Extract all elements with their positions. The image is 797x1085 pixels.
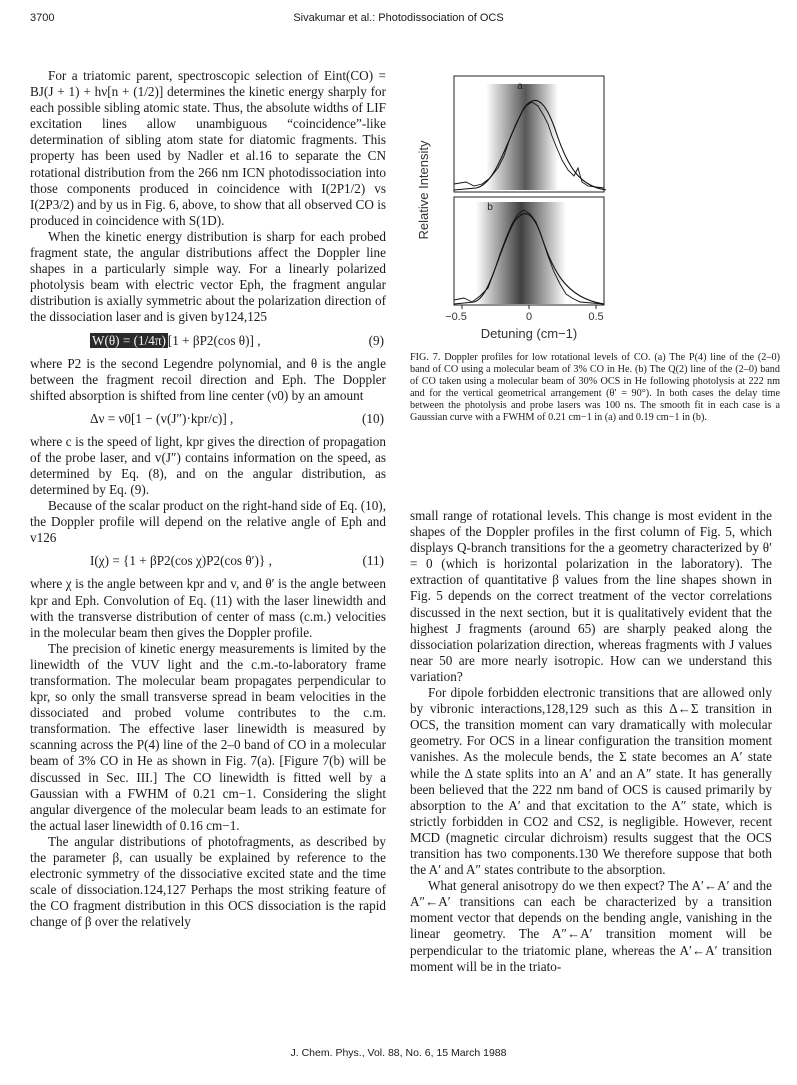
paragraph: For dipole forbidden electronic transitions that are allowed only by vibronic interactions,128,129 such as this Δ←Σ transition in OCS, the transition moment can vary dramatically with molecular geometry. For OCS in a linear configuration the transition moment vanishes. As the molecule bends, the Σ state becomes an A′ state while the Δ state splits into an A′ and an A″ state. It has generally been believed that the 222 nm band of OCS is caused primarily by absorption to the A′ and that excitation to the A″ state, which is strictly forbidden in CO2 and CS2, is negligible. However, recent MCD (magnetic circular dichroism) results suggest that the OCS transition has two components.130 We therefore suppose that both the A′ and A″ states contribute to the absorption. [410,685,772,878]
equation-number: (10) [362,410,384,426]
paragraph: The precision of kinetic energy measurements is limited by the linewidth of the VUV light and the c.m.-to-laboratory frame transformation. The molecular beam propagates perpendicular to kpr, so only the small transverse spread in beam velocities in the dissociated and probed volume contributes to the c.m. transformation. The effective laser linewidth is measured by scanning across the P(4) line of the 2–0 band of CO in a molecular beam of 3% CO in He as shown in Fig. 7(a). [Figure 7(b) will be discussed in Sec. III.] The CO linewidth is fitted well by a Gaussian with a FWHM of 0.21 cm−1. Considering the slight angular divergence of the molecular beam leads to an estimate for the actual laser linewidth of 0.16 cm−1. [30,640,386,833]
x-tick-label: 0 [525,311,533,323]
paragraph: What general anisotropy do we then expect? The A′←A′ and the A″←A′ transitions can each be characterized by a transition moment vector that depends on the bending angle, vanishing in the linear geometry. The A″←A′ transition moment will be perpendicular to the triatomic plane, whereas the A′←A′ transition moment will be in the triato- [410,878,772,974]
paragraph: where c is the speed of light, kpr gives the direction of propagation of the probe laser, and v(J″) contains information on the speed, as determined by Eq. (8), and on the angular distribution, as determined by Eq. (9). [30,433,386,498]
right-column [410,508,772,975]
x-axis-label: Detuning (cm−1) [480,326,578,341]
equation-10 [30,408,386,430]
equation-text: I(χ) = {1 + βP2(cos χ)P2(cos θ′)} , [90,553,272,569]
panel-b-label: b [487,202,493,213]
paragraph: When the kinetic energy distribution is sharp for each probed fragment state, the angular distributions affect the Doppler line shapes in a particularly simple way. For a linearly polarized photolysis beam with electric vector Eph, the fragment angular distribution is axially symmetric about the polarization direction of the dissociation laser and is given by124,125 [30,228,386,325]
paragraph: For a triatomic parent, spectroscopic selection of Eint(CO) = BJ(J + 1) + hν[n + (1/2)] determines the kinetic energy sharply for each possible sibling atomic state. Thus, the absolute widths of LIF excitation lines allow unambiguous “coincidence”-like determination of sibling atom state for diatomic fragments. This property has been used by Nadler et al.16 to separate the CN rotational distribution from the 266 nm ICN photodissociation into those components produced in coincidence with I(2P1/2) vs I(2P3/2) and by us in Fig. 6, above, to show that all observed CO is produced in coincidence with S(1D). [30,68,386,228]
equation-text: [1 + βP2(cos θ)] , [167,332,261,348]
equation-11 [30,550,386,572]
left-column [30,68,386,931]
equation-highlight: W(θ) = (1/4π) [92,332,166,348]
paragraph: The angular distributions of photofragments, as described by the parameter β, can usually be explained by reference to the electronic symmetry of the dissociative excited state and the time scale of dissociation.124,127 Perhaps the most striking feature of the CO fragment distribution in this OCS dissociation is the rapid change of β over the relatively [30,833,386,930]
running-title: Sivakumar et al.: Photodissociation of OCS [293,12,504,24]
panel-a-shading [486,84,558,190]
panel-a-label: a [517,81,523,92]
figure-7 [416,72,776,347]
equation-number: (11) [362,553,384,569]
y-axis-label: Relative Intensity [416,140,431,240]
paragraph: small range of rotational levels. This change is most evident in the shapes of the Doppler profiles in the first column of Fig. 5, which displays Q-branch transitions for the a geometry characterized by θ′ = 0 (which is horizontal polarization in the laboratory). The extraction of quantitative β values from the line shapes shown in Fig. 5 depends on the correct treatment of the vector correlations discussed in the next section, but it is qualitatively evident that the highest J fragments (around 65) are sharply peaked along the dissociation polarization direction, whereas fragments with J values near 50 are more nearly isotropic. How can we understand this variation? [410,508,772,684]
figure-7-plot [416,72,776,347]
figure-caption: FIG. 7. Doppler profiles for low rotational levels of CO. (a) The P(4) line of the (2–0) band of CO using a molecular beam of 3% CO in He. (b) The Q(2) line of the (2–0) band of CO taken using a molecular beam of 30% OCS in He following photolysis at 222 nm and for the vertical geometrical arrangement (θ′ = 90°). In both cases the delay time between the photolysis and probe lasers was 100 ns. The smooth fit in each case is a Gaussian curve with a FWHM of 0.21 cm−1 in (a) and 0.19 cm−1 in (b). [410,352,780,424]
panel-b-shading [476,202,566,304]
x-tick-label: 0.5 [588,311,604,323]
x-tick-label: −0.5 [445,311,467,323]
paragraph: where χ is the angle between kpr and v, and θ′ is the angle between kpr and Eph. Convolution of Eq. (11) with the laser linewidth and with the transverse distribution of center of mass (c.m.) velocities in the molecular beam then gives the Doppler profile. [30,576,386,640]
equation-text: Δν = ν0[1 − (v(J″)·kpr/c)] , [90,410,234,426]
journal-footer: J. Chem. Phys., Vol. 88, No. 6, 15 March 1988 [290,1047,507,1059]
equation-9 [30,330,386,352]
page-number: 3700 [30,12,55,24]
paragraph: Because of the scalar product on the right-hand side of Eq. (10), the Doppler profile will depend on the relative angle of Eph and v126 [30,498,387,546]
paragraph: where P2 is the second Legendre polynomial, and θ is the angle between the fragment recoil direction and Eph. The Doppler shifted absorption is shifted from line center (ν0) by an amount [30,355,386,403]
equation-number: (9) [368,332,384,348]
